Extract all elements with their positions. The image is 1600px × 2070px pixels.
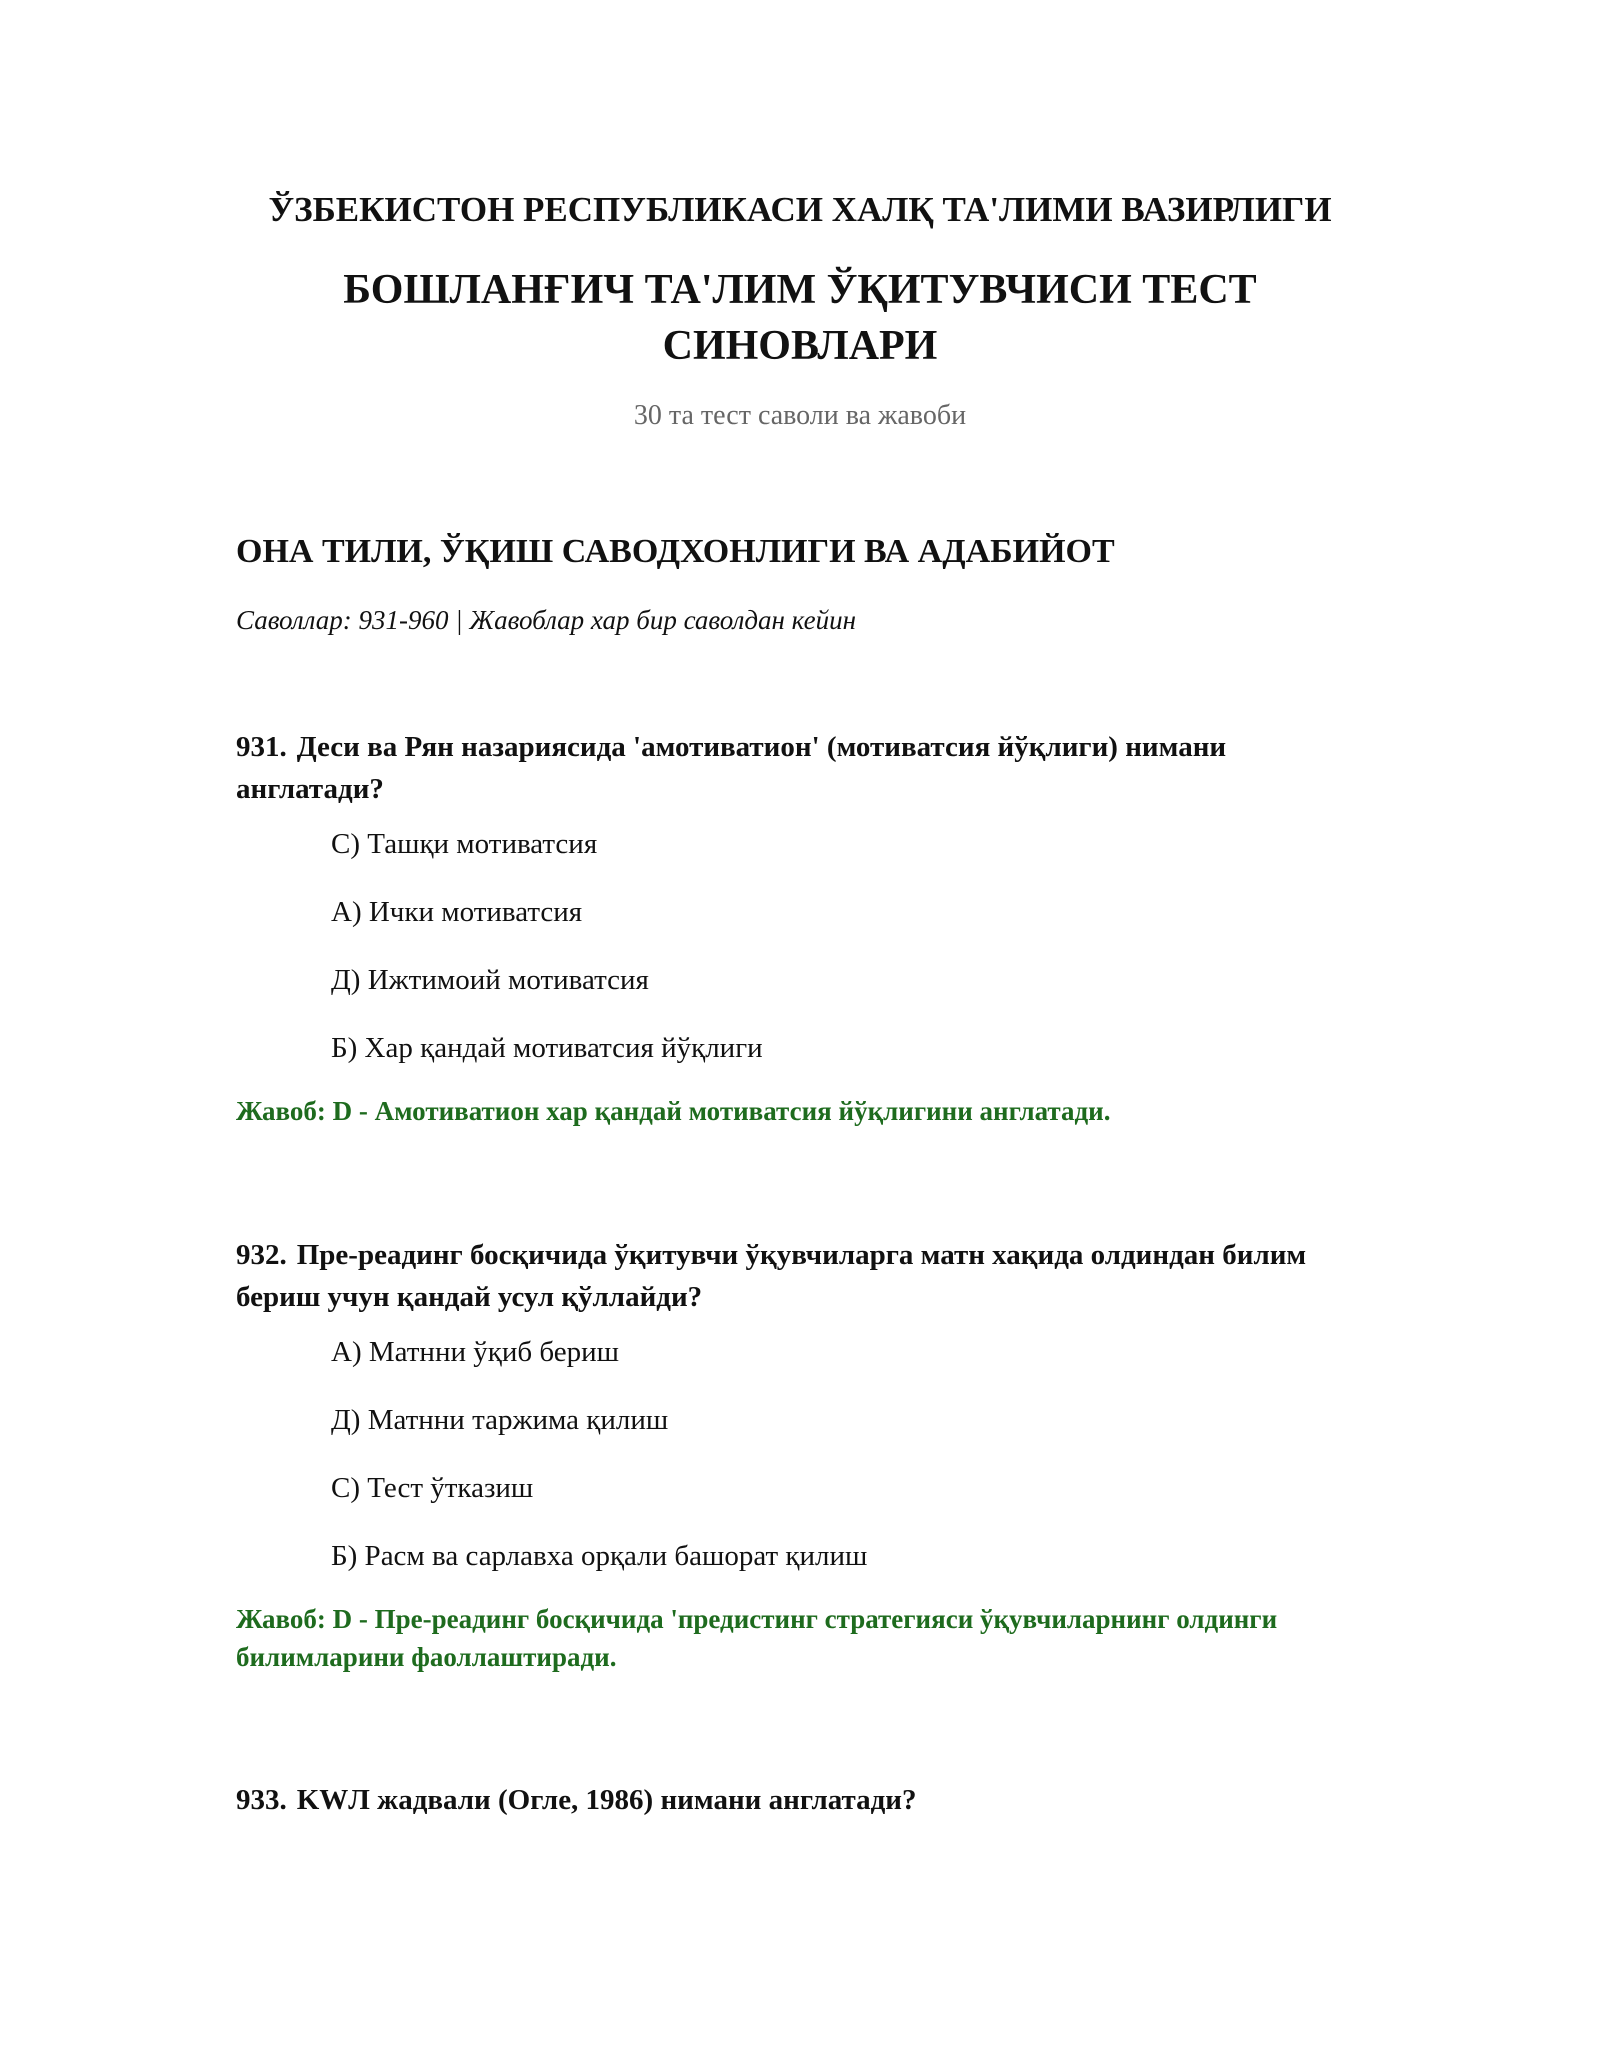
- section-meta: Саволлар: 931-960 | Жавоблар хар бир саволдан кейин: [236, 605, 857, 635]
- document-subtitle: 30 та тест саволи ва жавоби: [633, 400, 967, 431]
- question-number: 931.: [236, 731, 287, 763]
- options-list: [236, 826, 1364, 1066]
- option-item: Д) Матнни таржима қилиш: [331, 1404, 669, 1436]
- question-body: Деси ва Рян назариясида 'амотиватион' (мотиватсия йўқлиги) нимани англатади?: [236, 731, 1227, 805]
- answer-text: Жавоб: D - Пре-реадинг босқичида 'предистинг стратегияси ўқувчиларнинг олдинги билимларини фаоллаштиради.: [236, 1604, 1278, 1672]
- option-item: С) Тест ўтказиш: [331, 1472, 534, 1504]
- question-931: [236, 726, 1364, 1130]
- option-item: Б) Хар қандай мотиватсия йўқлиги: [331, 1032, 763, 1064]
- option-item: А) Матнни ўқиб бериш: [331, 1336, 619, 1368]
- question-text: [236, 1234, 1364, 1318]
- question-body: Пре-реадинг босқичида ўқитувчи ўқувчиларга матн хақида олдиндан билим бериш учун қандай усул қўллайди?: [236, 1239, 1307, 1313]
- option-item: Б) Расм ва сарлавха орқали башорат қилиш: [331, 1540, 868, 1572]
- question-number: 933.: [236, 1784, 287, 1816]
- question-number: 932.: [236, 1239, 287, 1271]
- question-text: [236, 726, 1364, 810]
- question-body: KWЛ жадвали (Огле, 1986) нимани англатади?: [296, 1784, 917, 1816]
- option-item: Д) Ижтимоий мотиватсия: [331, 964, 649, 996]
- document-title: БОШЛАНҒИЧ ТА'ЛИМ ЎҚИТУВЧИСИ ТЕСТ СИНОВЛАРИ: [343, 267, 1257, 369]
- ministry-heading: ЎЗБЕКИСТОН РЕСПУБЛИКАСИ ХАЛҚ ТА'ЛИМИ ВАЗИРЛИГИ: [268, 190, 1332, 229]
- question-933: [236, 1779, 1364, 1821]
- section-title: ОНА ТИЛИ, ЎҚИШ САВОДХОНЛИГИ ВА АДАБИЙОТ: [236, 533, 1115, 570]
- option-item: С) Ташқи мотиватсия: [331, 828, 598, 860]
- question-text: [236, 1779, 1364, 1821]
- option-item: А) Ички мотиватсия: [331, 896, 583, 928]
- options-list: [236, 1334, 1364, 1574]
- question-932: [236, 1234, 1364, 1676]
- answer-text: Жавоб: D - Амотиватион хар қандай мотиватсия йўқлигини англатади.: [236, 1096, 1111, 1126]
